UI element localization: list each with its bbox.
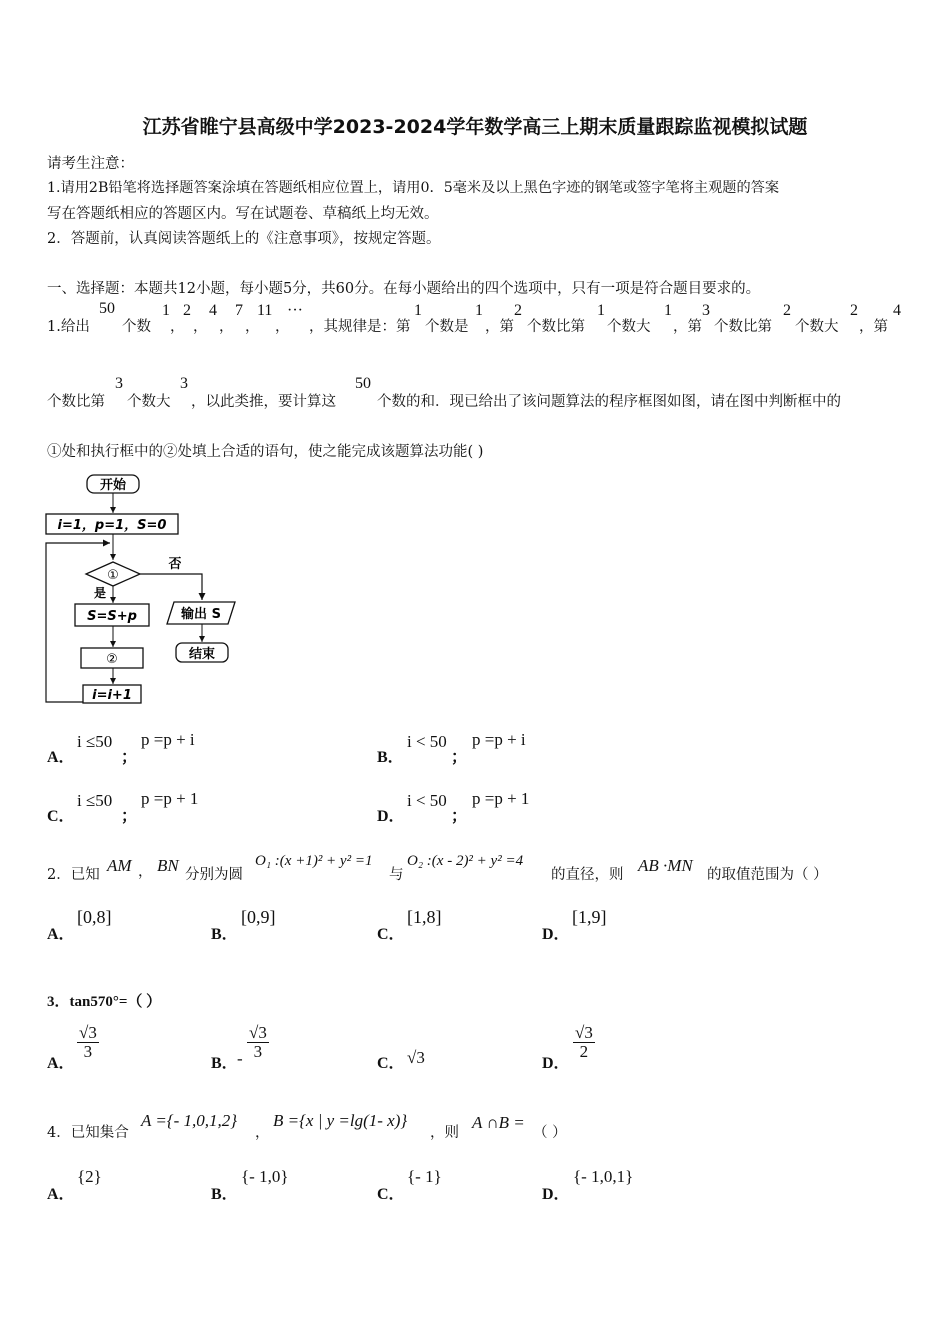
q4-intersection: A ∩B = [472,1113,525,1132]
q3-opt-c-letter[interactable]: C． [377,1055,405,1072]
q1-i2b: 2 [783,302,791,319]
q2-am: AM [107,856,132,875]
q1-text-a: 1.给出 [47,319,90,335]
flow-output-text: 输出 S [181,607,221,622]
q3-opt-d-frac [573,1024,595,1061]
notice-item1-line2: 写在答题纸相应的答题区内。写在试题卷、草稿纸上均无效。 [47,206,439,222]
q1-n50: 50 [99,300,115,317]
notice-heading: 请考生注意： [47,156,134,172]
q1-opt-a-letter[interactable]: A． [47,749,75,766]
q1-text-j: 个数大 [795,319,839,335]
q1-opt-b-exec: p =p + i [472,730,526,749]
q4-opt-d-value: {- 1,0,1} [573,1167,634,1186]
q3-opt-a-den: 3 [83,1041,93,1061]
q2-text-c: 与 [389,867,404,883]
page-title: 江苏省睢宁县高级中学2023-2024学年数学高三上期末质量跟踪监视模拟试题 [142,116,808,138]
q1-i3b: 3 [115,375,123,392]
q1-text-n: ，以此类推，要计算这 [191,394,336,410]
q3-opt-d-letter[interactable]: D． [542,1055,570,1072]
q1-opt-d-exec: p =p + 1 [472,789,530,808]
q1-options [47,730,907,830]
q4-opt-b-value: {- 1,0} [241,1167,289,1186]
q1-seq-1: 1 [162,302,170,319]
q4-opt-d-letter[interactable]: D． [542,1186,570,1203]
q1-comma-1: ， [170,319,185,335]
flowchart [40,470,240,715]
q1-opt-a-sep: ； [121,749,138,766]
q1-text-b: 个数 [122,319,151,335]
q2-circle2: O₂ :(x - 2)² + y² =4 [407,853,524,869]
q3-options [47,1022,907,1078]
q1-comma-2: ， [193,319,208,335]
flow-no-label: 否 [168,557,182,572]
q1-line3: ①处和执行框中的②处填上合适的语句，使之能完成该题算法功能( ) [47,444,484,460]
flow-start-text: 开始 [99,478,127,493]
section-heading: 一、选择题：本题共12小题，每小题5分，共60分。在每小题给出的四个选项中，只有一项是符合题目要求的。 [47,281,761,297]
q3-opt-b-sign: - [237,1049,243,1068]
q1-line2 [47,375,907,415]
q4-set-a: A ={- 1,0,1,2} [141,1111,238,1130]
flow-yes-label: 是 [93,586,107,600]
q1-i1b: 1 [597,302,605,319]
q4-opt-a-value: {2} [77,1167,102,1186]
q1-opt-a-exec: p =p + i [141,730,195,749]
q1-v1: 1 [475,302,483,319]
q1-text-o: 个数的和．现已给出了该问题算法的程序框图如图，请在图中判断框中的 [377,394,841,410]
q1-seq-2: 2 [183,302,191,319]
q4-text-b: ，则 [430,1125,459,1141]
q2-opt-d-value: [1,9] [572,907,607,927]
q4-comma: ， [255,1125,270,1141]
q1-text-e: ，第 [485,319,514,335]
q1-text-k: ，第 [859,319,888,335]
q3-opt-b-letter[interactable]: B． [211,1055,238,1072]
q2-text-e: 的取值范围为（ ） [707,867,828,883]
q3-opt-a-num: √3 [79,1023,97,1042]
q2-options [47,905,907,941]
q1-text-d: 个数是 [425,319,469,335]
q2-opt-d-letter[interactable]: D． [542,926,570,943]
q1-text-c: ，其规律是：第 [309,319,411,335]
q4-text-c: （ ） [533,1125,567,1141]
q1-n50b: 50 [355,375,371,392]
q1-d3: 3 [180,375,188,392]
q1-seq-4: 4 [209,302,217,319]
q3-opt-a-letter[interactable]: A． [47,1055,75,1072]
flow-end-text: 结束 [188,647,216,662]
q2-stem [47,850,907,886]
q1-d2: 2 [850,302,858,319]
q3-opt-b-frac [247,1024,269,1061]
notice-item2: 2．答题前，认真阅读答题纸上的《注意事项》，按规定答题。 [47,231,441,247]
notice-item1-line1: 1.请用2B铅笔将选择题答案涂填在答题纸相应位置上，请用0．5毫米及以上黑色字迹的钢笔或签字笔将主观题的答案 [47,180,780,196]
q1-text-m: 个数大 [127,394,171,410]
q1-comma-5: ， [275,319,290,335]
q4-text-a: 4．已知集合 [47,1125,129,1141]
q2-comma: ， [138,864,153,880]
q3-opt-d-num: √3 [575,1023,593,1042]
flow-exec3-text: i=i+1 [92,688,132,703]
flow-exec1-text: S=S+p [87,609,137,624]
q1-i2: 2 [514,302,522,319]
q3-opt-b-den: 3 [253,1041,263,1061]
q2-text-a: 2．已知 [47,867,100,883]
q3-stem: 3．tan570°=（ ） [47,994,162,1010]
q1-seq-dots: ··· [287,302,303,319]
q1-line1 [47,300,907,340]
q2-opt-c-letter[interactable]: C． [377,926,405,943]
q1-opt-b-letter[interactable]: B． [377,749,404,766]
q2-opt-a-letter[interactable]: A． [47,926,75,943]
q2-opt-b-value: [0,9] [241,907,276,927]
q1-opt-c-cond: i ≤50 [77,791,113,810]
q2-bn: BN [157,856,179,875]
q1-i1: 1 [414,302,422,319]
flow-cond-text: ① [107,568,119,583]
q1-opt-b-sep: ； [451,749,468,766]
q1-comma-3: ， [219,319,234,335]
q1-text-f: 个数比第 [527,319,585,335]
q2-dot-product: AB ·MN [638,856,693,875]
q3-opt-b-num: √3 [249,1023,267,1042]
q1-comma-4: ， [245,319,260,335]
q1-opt-a-cond: i ≤50 [77,732,113,751]
q4-opt-b-letter[interactable]: B． [211,1186,238,1203]
q1-i3: 3 [702,302,710,319]
q1-text-g: 个数大 [607,319,651,335]
q4-opt-c-value: {- 1} [407,1167,442,1186]
flow-exec2-text: ② [106,652,118,667]
q3-opt-c-value: √3 [407,1048,425,1067]
q2-text-b: 分别为圆 [185,867,243,883]
q4-opt-c-letter[interactable]: C． [377,1186,405,1203]
q4-opt-a-letter[interactable]: A． [47,1186,75,1203]
q4-options [47,1165,907,1201]
q1-opt-c-letter[interactable]: C． [47,808,75,825]
q1-opt-d-letter[interactable]: D． [377,808,405,825]
q1-opt-d-sep: ； [451,808,468,825]
q2-circle1: O₁ :(x +1)² + y² =1 [255,853,373,869]
q1-text-l: 个数比第 [47,394,105,410]
q1-opt-c-sep: ； [121,808,138,825]
q1-seq-7: 7 [235,302,243,319]
q1-d1: 1 [664,302,672,319]
q3-opt-a-frac [77,1024,99,1061]
q1-seq-11: 11 [257,302,273,319]
q1-opt-c-exec: p =p + 1 [141,789,199,808]
q1-i4: 4 [893,302,901,319]
q1-text-h: ，第 [673,319,702,335]
q1-opt-b-cond: i < 50 [407,732,447,751]
q1-text-i: 个数比第 [714,319,772,335]
q1-opt-d-cond: i < 50 [407,791,447,810]
q3-opt-d-den: 2 [579,1041,589,1061]
q2-opt-a-value: [0,8] [77,907,112,927]
q2-text-d: 的直径，则 [551,867,624,883]
flow-init-text: i=1，p=1，S=0 [57,518,167,533]
q2-opt-b-letter[interactable]: B． [211,926,238,943]
q4-stem [47,1108,907,1144]
q2-opt-c-value: [1,8] [407,907,442,927]
q4-set-b: B ={x | y =lg(1- x)} [273,1111,408,1130]
